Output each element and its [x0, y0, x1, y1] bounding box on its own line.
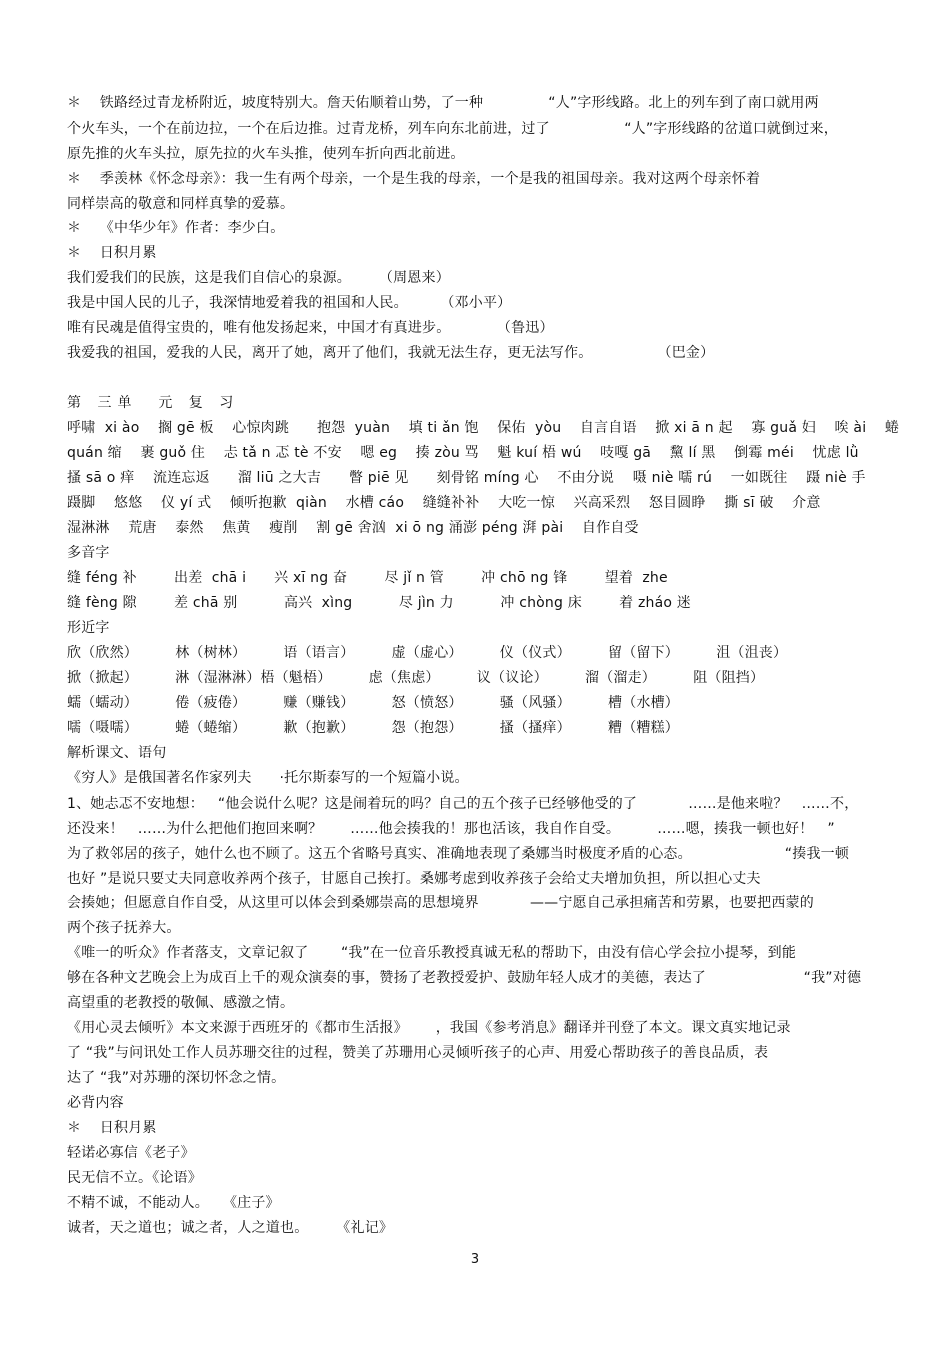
text-line: 轻诺必寡信《老子》	[67, 1145, 195, 1161]
text-line: 还没来！ ……为什么把他们抱回来啊？ ……他会揍我的！那也活该，我自作自受。 ……嗯，揍我一顿也好！ ”	[67, 821, 835, 837]
text-line: 原先推的火车头拉，原先拉的火车头推，使列车折向西北前进。	[67, 146, 465, 162]
text-line: ＊ 日积月累	[67, 245, 157, 261]
subheading: 形近字	[67, 620, 110, 636]
text-line: 湿淋淋 荒唐 泰然 焦黄 瘦削 割 gē 舍汹 xi ō ng 涌澎 péng 湃 pài 自作自受	[67, 520, 639, 536]
text-line: 我是中国人民的儿子，我深情地爱着我的祖国和人民。 （邓小平）	[67, 295, 512, 311]
text-line: ＊ 铁路经过青龙桥附近，坡度特别大。詹天佑顺着山势，了一种 “人”字形线路。北上的列车到了南口就用两	[67, 95, 819, 111]
text-line: 我们爱我们的民族，这是我们自信心的泉源。 （周恩来）	[67, 270, 450, 286]
text-line: 呼啸 xi ào 搁 gē 板 心惊肉跳 抱怨 yuàn 填 ti ǎn 饱 保佑 yòu 自言自语 掀 xi ā n 起 寡 guǎ 妇 唉 ài 蜷	[67, 420, 900, 436]
text-line: 缝 fèng 隙 差 chā 别 高兴 xìng 尽 jìn 力 冲 chòng 床 着 zháo 迷	[67, 595, 692, 611]
text-line: 嚅（嗫嚅） 蜷（蜷缩） 歉（抱歉） 怨（抱怨） 搔（搔痒） 糟（糟糕）	[67, 720, 680, 736]
text-line: ＊ 日积月累	[67, 1120, 157, 1136]
text-line: 会揍她；但愿意自作自受，从这里可以体会到桑娜崇高的思想境界 ——宁愿自己承担痛苦和劳累，也要把西蒙的	[67, 895, 814, 911]
text-line: 欣（欣然） 林（树林） 语（语言） 虚（虚心） 仪（仪式） 留（留下） 沮（沮丧）	[67, 645, 788, 661]
subheading: 解析课文、语句	[67, 745, 167, 761]
text-line: 缝 féng 补 出差 chā i 兴 xī ng 奋 尽 jǐ n 管 冲 chō ng 锋 望着 zhe	[67, 570, 668, 586]
text-line: 我爱我的祖国，爱我的人民，离开了她，离开了他们，我就无法生存，更无法写作。 （巴金）	[67, 345, 715, 361]
text-line: 《穷人》是俄国著名作家列夫 ·托尔斯泰写的一个短篇小说。	[67, 770, 469, 786]
text-line: 也好 ”是说只要丈夫同意收养两个孩子，甘愿自己挨打。桑娜考虑到收养孩子会给丈夫增加负担，所以担心丈夫	[67, 871, 761, 887]
text-line: quán 缩 裹 guǒ 住 忐 tǎ n 忑 tè 不安 嗯 eg 揍 zòu 骂 魁 kuí 梧 wú 吱嘎 gā 黧 lí 黑 倒霉 méi 忧虑 lǜ	[67, 445, 859, 461]
text-line: 两个孩子抚养大。	[67, 920, 181, 936]
section-heading: 第 三单 元 复 习	[67, 395, 240, 411]
text-line: 不精不诚，不能动人。 《庄子》	[67, 1195, 280, 1211]
text-line: 个火车头，一个在前边拉，一个在后边推。过青龙桥，列车向东北前进，过了 “人”字形线路的岔道口就倒过来，	[67, 121, 838, 137]
text-line: ＊ 季羡林《怀念母亲》：我一生有两个母亲，一个是生我的母亲，一个是我的祖国母亲。我对这两个母亲怀着	[67, 171, 761, 187]
text-line: 蠕（蠕动） 倦（疲倦） 赚（赚钱） 怒（愤怒） 骚（风骚） 槽（水槽）	[67, 695, 680, 711]
text-line: 民无信不立。《论语》	[67, 1170, 202, 1186]
text-line: 为了救邻居的孩子，她什么也不顾了。这五个省略号真实、准确地表现了桑娜当时极度矛盾的心态。 “揍我一顿	[67, 846, 850, 862]
text-line: ＊ 《中华少年》作者：李少白。	[67, 220, 285, 236]
subheading: 多音字	[67, 545, 110, 561]
text-line: 达了 “我”对苏珊的深切怀念之情。	[67, 1070, 286, 1086]
text-line: 搔 sā o 痒 流连忘返 溜 liū 之大吉 瞥 piē 见 刻骨铭 míng 心 不由分说 嗫 niè 嚅 rú 一如既往 蹑 niè 手	[67, 470, 866, 486]
subheading: 必背内容	[67, 1095, 124, 1111]
text-line: 高望重的老教授的敬佩、感激之情。	[67, 995, 295, 1011]
text-line: 《用心灵去倾听》本文来源于西班牙的《都市生活报》 ，我国《参考消息》翻译并刊登了本文。课文真实地记录	[67, 1020, 791, 1036]
text-line: 掀（掀起） 淋（湿淋淋）梧（魁梧） 虑（焦虑） 议（议论） 溜（溜走） 阻（阻挡）	[67, 670, 765, 686]
text-line: 同样崇高的敬意和同样真挚的爱慕。	[67, 196, 295, 212]
text-line: 《唯一的听众》作者落支，文章记叙了 “我”在一位音乐教授真诚无私的帮助下，由没有信心学会拉小提琴，到能	[67, 945, 797, 961]
text-line: 唯有民魂是值得宝贵的，唯有他发扬起来，中国才有真进步。 （鲁迅）	[67, 320, 554, 336]
text-line: 够在各种文艺晚会上为成百上千的观众演奏的事，赞扬了老教授爱护、鼓励年轻人成才的美德，表达了 “我”对德	[67, 970, 862, 986]
page-number: 3	[470, 1252, 480, 1267]
text-line: 蹑脚 悠悠 仪 yí 式 倾听抱歉 qiàn 水槽 cáo 缝缝补补 大吃一惊 兴高采烈 怒目圆睁 撕 sī 破 介意	[67, 495, 821, 511]
text-line: 了 “我”与问讯处工作人员苏珊交往的过程，赞美了苏珊用心灵倾听孩子的心声、用爱心帮助孩子的善良品质，表	[67, 1045, 769, 1061]
text-line: 诚者，天之道也；诚之者，人之道也。 《礼记》	[67, 1220, 394, 1236]
text-line: 1、她忐忑不安地想： “他会说什么呢？这是闹着玩的吗？自己的五个孩子已经够他受的了 ……是他来啦？ ……不，	[67, 796, 859, 812]
